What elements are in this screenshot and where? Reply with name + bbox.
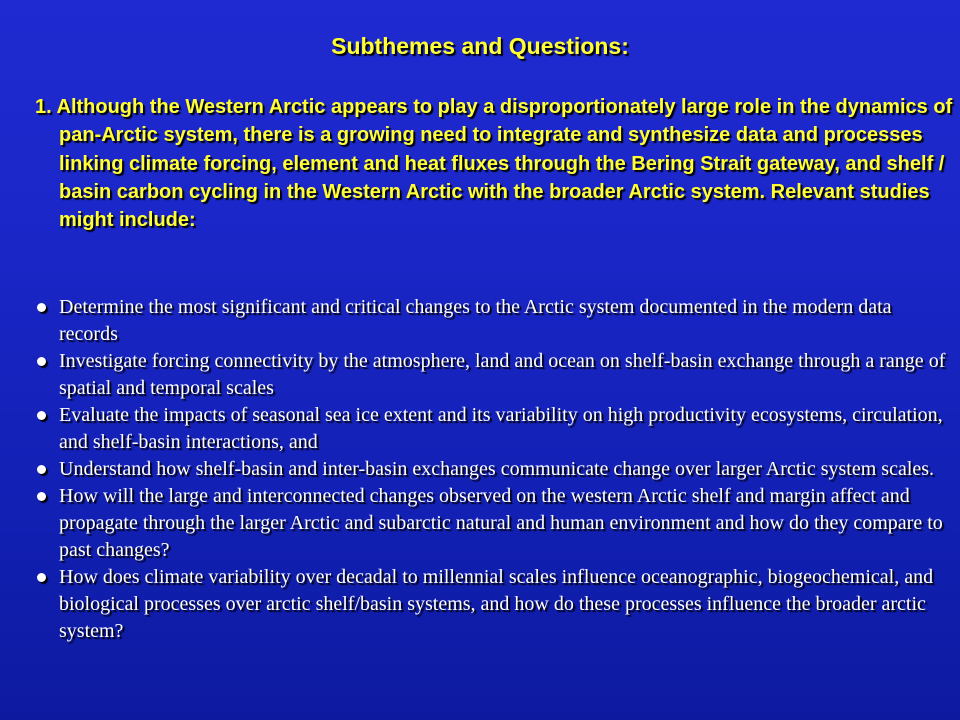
bullet-text: How does climate variability over decadal to millennial scales influence oceanographic, biogeochemical, and biological processes over arctic shelf/basin systems, and how do these processes influence the broader arctic system? [59, 566, 934, 642]
bullet-item [35, 348, 950, 402]
bullet-item [35, 294, 950, 348]
bullet-item [35, 483, 950, 564]
slide-title: Subthemes and Questions: [331, 33, 629, 59]
bullet-item [35, 456, 950, 483]
bullet-dot-icon [37, 303, 46, 312]
bullet-text: Determine the most significant and critical changes to the Arctic system documented in the modern data records [59, 296, 892, 345]
bullet-text: How will the large and interconnected changes observed on the western Arctic shelf and margin affect and propagate through the larger Arctic and subarctic natural and human environment and how do they compare to past changes? [59, 485, 943, 561]
bullet-text: Understand how shelf-basin and inter-basin exchanges communicate change over larger Arctic system scales. [59, 458, 935, 480]
bullet-text: Investigate forcing connectivity by the atmosphere, land and ocean on shelf-basin exchange through a range of spatial and temporal scales [59, 350, 946, 399]
bullet-list [35, 294, 950, 645]
bullet-dot-icon [37, 465, 46, 474]
bullet-item [35, 402, 950, 456]
intro-paragraph: 1. Although the Western Arctic appears to play a disproportionately large role in the dynamics of pan-Arctic system, there is a growing need to integrate and synthesize data and processes linking climate forcing, element and heat fluxes through the Bering Strait gateway, and shelf / basin carbon cycling in the Western Arctic with the broader Arctic system. Relevant studies might include: [35, 96, 953, 232]
bullet-dot-icon [37, 357, 46, 366]
bullet-item [35, 564, 950, 645]
bullet-dot-icon [37, 411, 46, 420]
bullet-dot-icon [37, 573, 46, 582]
bullet-text: Evaluate the impacts of seasonal sea ice extent and its variability on high productivity ecosystems, circulation, and shelf-basin interactions, and [59, 404, 943, 453]
bullet-dot-icon [37, 492, 46, 501]
